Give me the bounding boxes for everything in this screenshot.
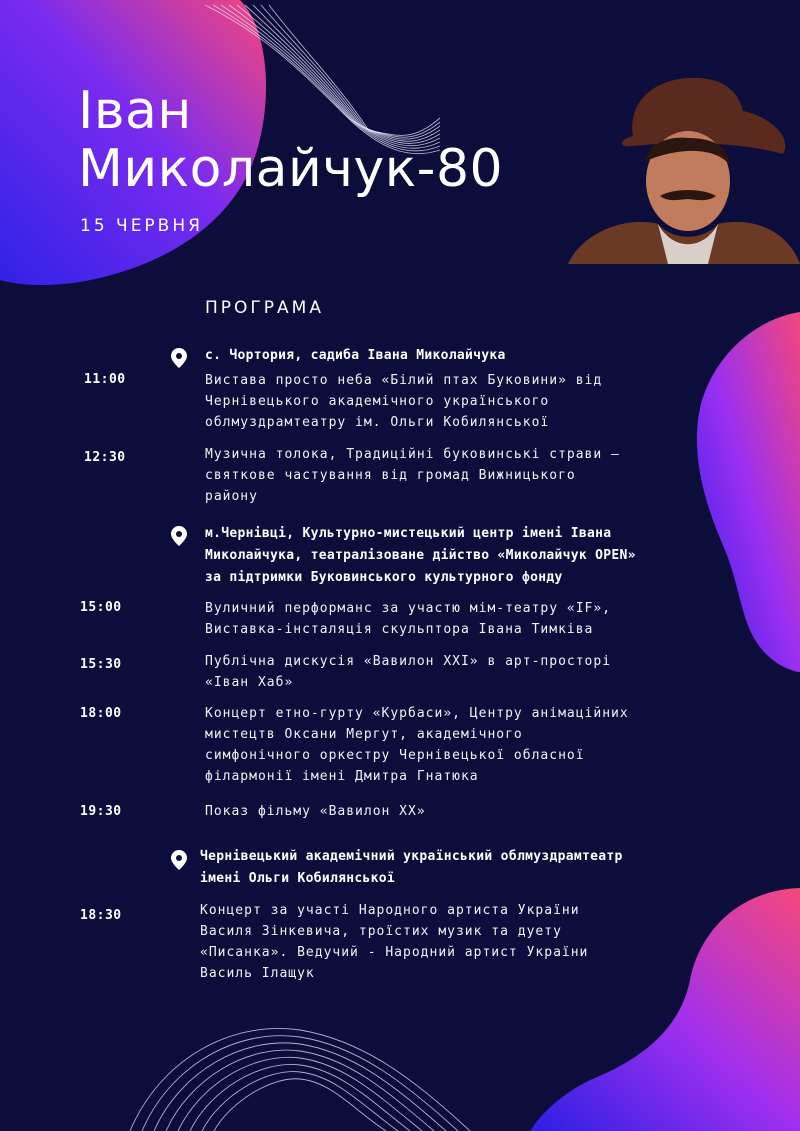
right-blob — [697, 312, 800, 672]
event-time: 19:30 — [80, 804, 122, 819]
event-description: Публічна дискусія «Вавилон XXI» в арт-просторі «Іван Хаб» — [205, 654, 612, 690]
event-description: Концерт етно-гурту «Курбаси», Центру анімаційних мистецтв Оксани Мергут, академічного симфонічного оркестру Чернівецької обласної філармонії імені Дмитра Гнатюка — [205, 706, 629, 784]
portrait-photo — [548, 66, 800, 264]
map-pin-icon — [171, 348, 187, 368]
title-line-1: Іван — [78, 81, 192, 141]
event-description: Вуличний перформанс за участю мім-театру «IF», Виставка-інсталяція скульптора Івана Тимківа — [205, 601, 612, 637]
wave-lines-bottom — [130, 1028, 470, 1131]
title-line-2: Миколайчук-80 — [78, 139, 504, 199]
venue-2: м.Чернівці, Культурно-мистецький центр імені Івана Миколайчука, театралізоване дійство «Миколайчук OPEN» за підтримки Буковинського культурного фонду — [205, 526, 636, 585]
event-time: 15:00 — [80, 600, 122, 615]
event-time: 15:30 — [80, 657, 122, 672]
event-time: 18:30 — [80, 908, 122, 923]
map-pin-icon — [171, 526, 187, 546]
event-description: Вистава просто неба «Білий птах Буковини» від Чернівецького академічного українського облмуздрамтеатру ім. Ольги Кобилянської — [205, 373, 603, 430]
program-heading: ПРОГРАМА — [205, 298, 324, 318]
event-description: Музична толока, Традиційні буковинські страви – святкове частування від громад Вижницького району — [205, 447, 620, 504]
event-description: Концерт за участі Народного артиста України Василя Зінкевича, троїстих музик та дуету «Писанка». Ведучий - Народний артист України Василь Ілащук — [200, 903, 589, 981]
venue-1: с. Чортория, садиба Івана Миколайчука — [205, 348, 506, 363]
event-time: 12:30 — [84, 450, 126, 465]
map-pin-icon — [171, 850, 187, 870]
event-description: Показ фільму «Вавилон XX» — [205, 804, 426, 819]
venue-3: Чернівецький академічний український облмуздрамтеатр імені Ольги Кобилянської — [200, 849, 623, 886]
event-date: 15 ЧЕРВНЯ — [80, 216, 203, 236]
page-title — [78, 82, 503, 198]
event-time: 11:00 — [84, 372, 126, 387]
event-time: 18:00 — [80, 706, 122, 721]
